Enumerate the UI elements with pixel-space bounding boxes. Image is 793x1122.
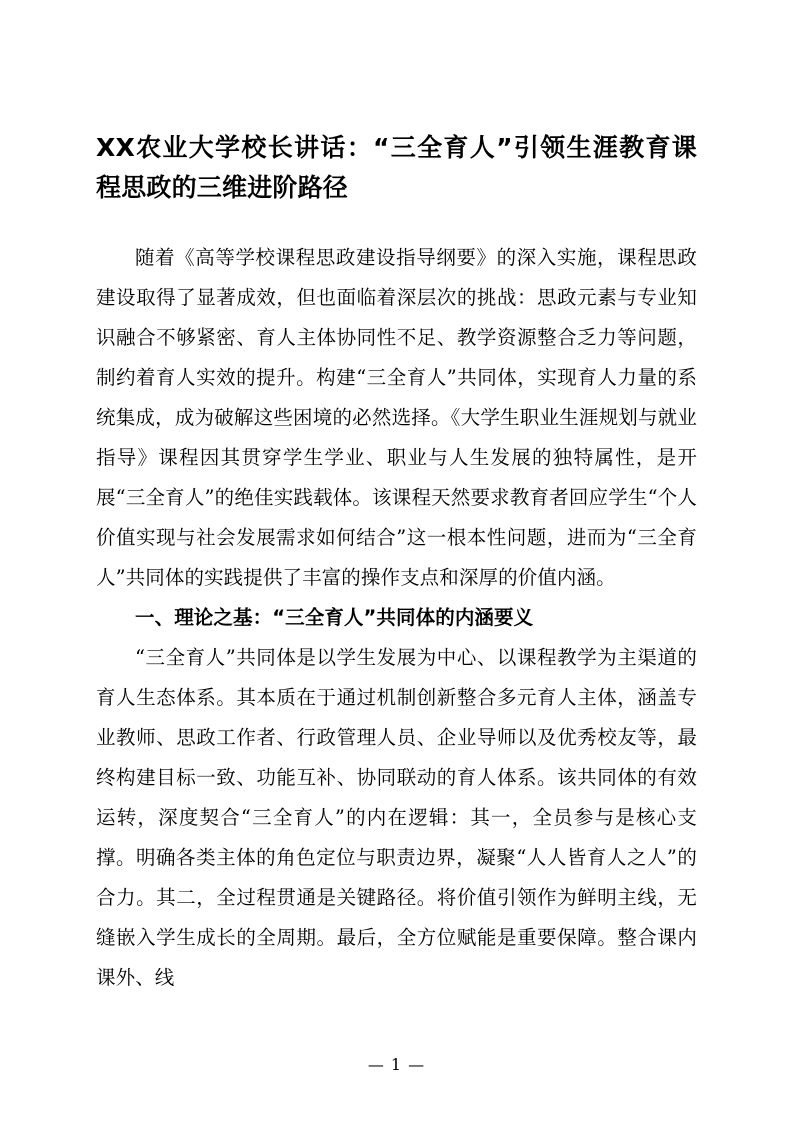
page-footer: — 1 — [367, 1055, 426, 1074]
paragraph-section-1: “三全育人”共同体是以学生发展为中心、以课程教学为主渠道的育人生态体系。其本质在于通过机制创新整合多元育人主体，涵盖专业教师、思政工作者、行政管理人员、企业导师以及优秀校友等，最终构建目标一致、功能互补、协同联动的育人体系。该共同体的有效运转，深度契合“三全育人”的内在逻辑：其一，全员参与是核心支撑。明确各类主体的角色定位与职责边界，凝聚“人人皆育人之人”的合力。其二，全过程贯通是关键路径。将价值引领作为鲜明主线，无缝嵌入学生成长的全周期。最后，全方位赋能是重要保障。整合课内课外、线 [96, 646, 697, 989]
section-heading-1: 一、理论之基：“三全育人”共同体的内涵要义 [135, 606, 534, 629]
paragraph-intro: 随着《高等学校课程思政建设指导纲要》的深入实施，课程思政建设取得了显著成效，但也面临着深层次的挑战：思政元素与专业知识融合不够紧密、育人主体协同性不足、教学资源整合乏力等问题，制约着育人实效的提升。构建“三全育人”共同体，实现育人力量的系统集成，成为破解这些困境的必然选择。《大学生职业生涯规划与就业指导》课程因其贯穿学生学业、职业与人生发展的独特属性，是开展“三全育人”的绝佳实践载体。该课程天然要求教育者回应学生“个人价值实现与社会发展需求如何结合”这一根本性问题，进而为“三全育人”共同体的实践提供了丰富的操作支点和深厚的价值内涵。 [96, 246, 697, 589]
page-title: XX农业大学校长讲话：“三全育人”引领生涯教育课程思政的三维进阶路径 [96, 133, 697, 202]
document-body [96, 238, 697, 998]
